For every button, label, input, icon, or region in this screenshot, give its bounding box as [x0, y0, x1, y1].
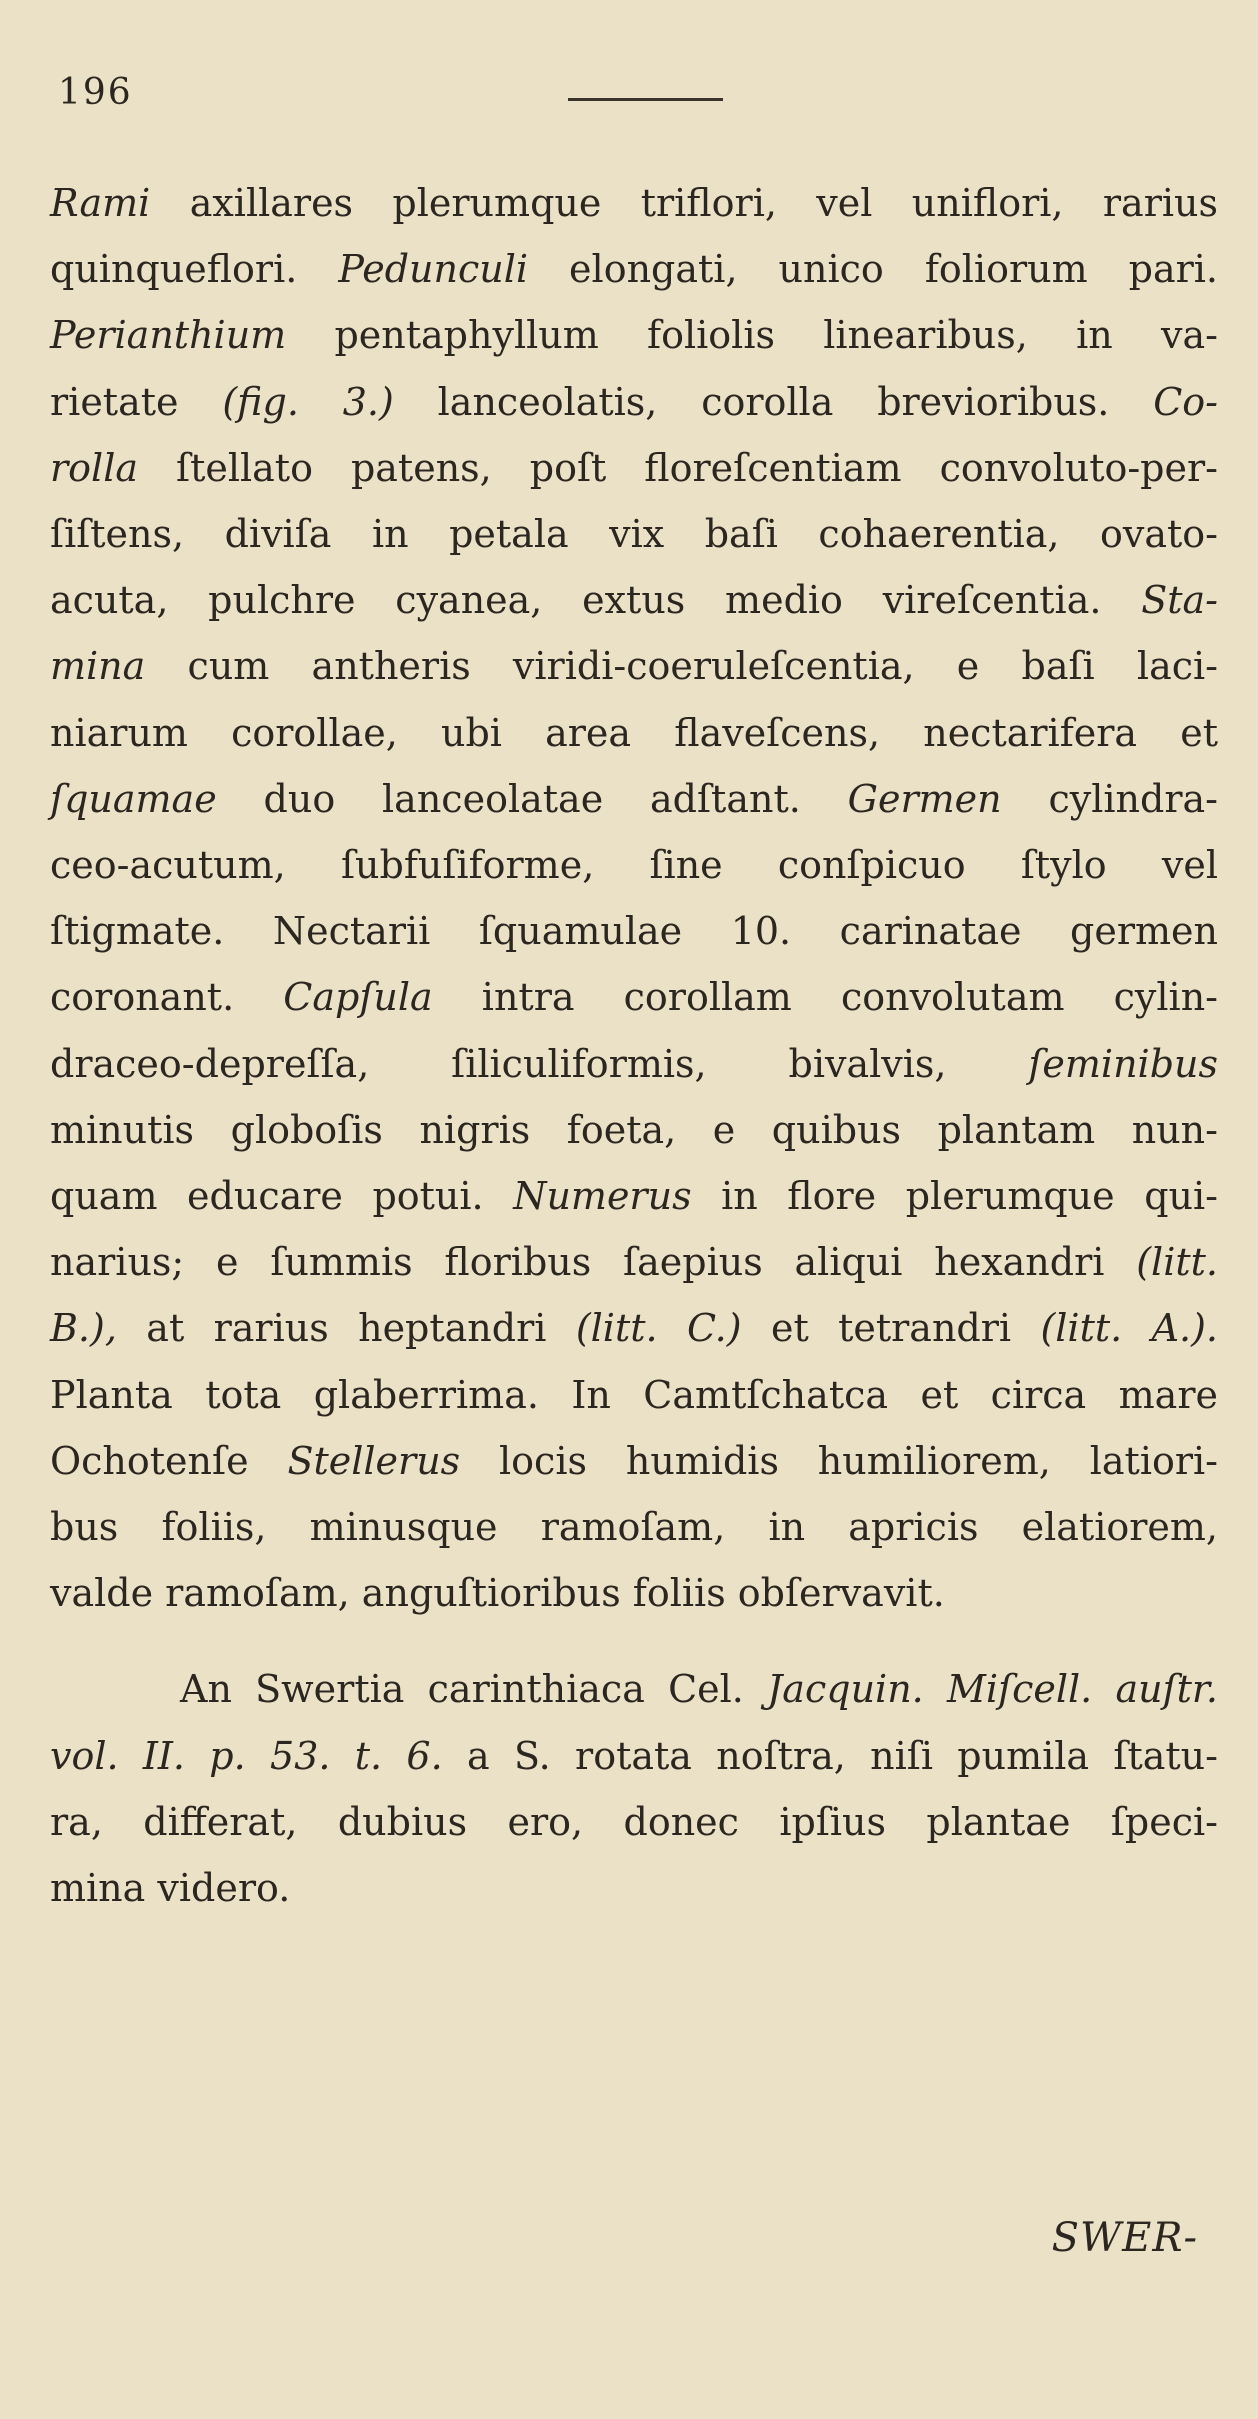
italic-run: Rami	[50, 181, 151, 225]
text-line	[50, 700, 1218, 766]
text-line	[50, 633, 1218, 699]
italic-run: (litt. C.)	[575, 1306, 742, 1351]
header-rule	[568, 98, 723, 101]
text-line	[50, 1295, 1218, 1361]
text-line	[50, 1097, 1218, 1163]
text-line	[50, 369, 1218, 435]
italic-run: Perianthium	[50, 313, 287, 358]
italic-run: (fig. 3.)	[222, 379, 394, 424]
text-run: ſiſtens, diviſa in petala vix baſi cohaerentia, ovato-	[50, 512, 1218, 557]
text-line	[50, 435, 1218, 501]
text-run: An Swertia carinthiaca Cel.	[180, 1667, 768, 1712]
catchword: SWER-	[1051, 2215, 1198, 2261]
text-run: at rarius heptandri	[116, 1306, 576, 1351]
text-line	[50, 1789, 1218, 1855]
text-line	[50, 832, 1218, 898]
text-run: cylindra-	[1001, 776, 1218, 821]
text-run: cum antheris viridi-coeruleſcentia, e baſi laci-	[145, 644, 1218, 689]
text-run: in flore plerumque qui-	[691, 1174, 1218, 1219]
text-line	[50, 1656, 1218, 1722]
text-line	[50, 236, 1218, 302]
text-run: quam educare potui.	[50, 1174, 514, 1219]
text-line	[50, 1428, 1218, 1494]
italic-run: mina	[50, 644, 146, 689]
italic-run: Numerus	[513, 1174, 692, 1219]
text-line	[50, 1229, 1218, 1295]
text-line	[50, 1855, 1218, 1921]
italic-run: (litt. A.).	[1040, 1306, 1218, 1351]
text-line	[50, 302, 1218, 368]
page-number: 196	[58, 72, 133, 113]
italic-run: B.),	[50, 1306, 117, 1351]
text-line	[50, 170, 1218, 236]
text-run: duo lanceolatae adſtant.	[216, 776, 848, 821]
text-line	[50, 567, 1218, 633]
body-text	[50, 170, 1218, 1921]
text-line	[50, 898, 1218, 964]
italic-run: ſquamae	[50, 776, 217, 821]
text-run: mina videro.	[50, 1866, 291, 1911]
italic-run: Jacquin. Miſcell. auſtr.	[767, 1667, 1218, 1712]
text-run: elongati, unico foliorum pari.	[528, 247, 1219, 292]
text-run: intra corollam convolutam cylin-	[432, 975, 1219, 1020]
text-run: ſtellato patens, poſt floreſcentiam convoluto-per-	[138, 445, 1218, 490]
paragraph-description	[50, 170, 1218, 1626]
text-run: valde ramoſam, anguſtioribus foliis obſervavit.	[50, 1571, 945, 1616]
text-run: rietate	[50, 379, 223, 424]
italic-run: Sta-	[1141, 578, 1218, 623]
italic-run: ſeminibus	[1028, 1041, 1218, 1086]
text-run: axillares plerumque triflori, vel uniflori, rarius	[150, 181, 1218, 225]
text-run: coronant.	[50, 975, 284, 1020]
text-line	[50, 1560, 1218, 1626]
text-line	[50, 1163, 1218, 1229]
text-line	[50, 1494, 1218, 1560]
italic-run: Co-	[1153, 379, 1218, 424]
paragraph-swertia-note	[50, 1656, 1218, 1921]
italic-run: (litt.	[1136, 1240, 1218, 1285]
text-run: lanceolatis, corolla brevioribus.	[393, 379, 1154, 424]
text-run: Ochotenſe	[50, 1438, 288, 1483]
italic-run: Pedunculi	[338, 247, 529, 292]
text-line	[50, 1723, 1218, 1789]
text-line	[50, 766, 1218, 832]
text-run: niarum corollae, ubi area flaveſcens, nectarifera et	[50, 710, 1218, 755]
text-line	[50, 964, 1218, 1030]
page-header	[58, 72, 1198, 122]
italic-run: vol. II. p. 53. t. 6.	[50, 1733, 443, 1778]
text-run: bus foliis, minusque ramoſam, in apricis elatiorem,	[50, 1505, 1218, 1550]
text-run: locis humidis humiliorem, latiori-	[460, 1438, 1219, 1483]
text-run: a S. rotata noſtra, niſi pumila ſtatu-	[442, 1733, 1218, 1778]
text-line	[50, 1031, 1218, 1097]
text-run: et tetrandri	[741, 1306, 1041, 1351]
text-run: pentaphyllum foliolis linearibus, in va-	[286, 313, 1218, 358]
text-run: minutis globoſis nigris foeta, e quibus plantam nun-	[50, 1107, 1218, 1152]
text-run: draceo-depreſſa, ſiliculiformis, bivalvis,	[50, 1041, 1029, 1086]
text-run: ra, differat, dubius ero, donec ipſius plantae ſpeci-	[50, 1799, 1218, 1844]
text-line	[50, 501, 1218, 567]
text-run: quinqueflori.	[50, 247, 339, 292]
text-run: narius; e ſummis floribus ſaepius aliqui hexandri	[50, 1240, 1137, 1285]
text-run: Planta tota glaberrima. In Camtſchatca et circa mare	[50, 1372, 1218, 1417]
text-run: ceo-acutum, ſubfuſiforme, ſine conſpicuo ſtylo vel	[50, 843, 1218, 888]
italic-run: Stellerus	[287, 1438, 461, 1483]
text-run: ſtigmate. Nectarii ſquamulae 10. carinatae germen	[50, 909, 1218, 954]
italic-run: rolla	[50, 445, 139, 490]
italic-run: Germen	[847, 776, 1002, 821]
italic-run: Capſula	[283, 975, 433, 1020]
text-run: acuta, pulchre cyanea, extus medio vireſcentia.	[50, 578, 1142, 623]
text-line	[50, 1362, 1218, 1428]
